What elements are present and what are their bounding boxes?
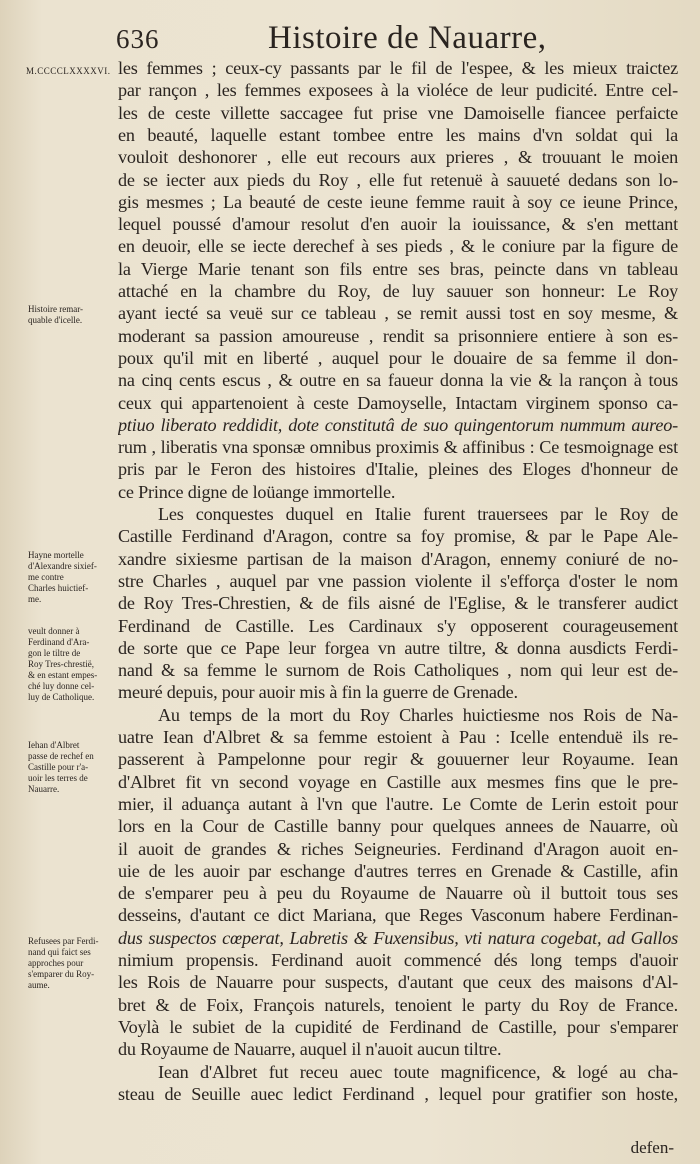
text-line: les de ceste villette saccagee fut prise vne Damoiselle fiancee perfaicte — [118, 102, 678, 123]
text-line: uatre Iean d'Albret & sa femme estoient à Pau : Icelle entenduë ils re- — [118, 727, 678, 747]
note-line: Charles huictief- — [28, 583, 89, 593]
note-line: uoir les terres de — [28, 773, 88, 783]
note-line: me contre — [28, 572, 64, 582]
catchword: defen- — [630, 1138, 674, 1157]
text-line: nimium propensis. Ferdinand auoit commencé dés long temps d'auoir — [118, 950, 678, 970]
text-line: de se iecter aux pieds du Roy , elle fut retenuë à sauueté dedans son lo- — [118, 169, 678, 190]
note-line: approches pour — [28, 958, 84, 968]
text-line: il auoit de grandes & riches Seigneuries. Ferdinand d'Aragon auoit en- — [118, 838, 678, 859]
note-line: Histoire remar- — [28, 304, 84, 314]
note-line: & en estant empes- — [28, 670, 98, 680]
note-line: quable d'icelle. — [28, 315, 83, 325]
note-line: Nauarre. — [28, 784, 60, 794]
text-line: ceux qui appartenoient à ceste Damoyselle, Intactam virginem sponso ca- — [118, 392, 678, 413]
note-line: Iehan d'Albret — [28, 740, 80, 750]
text-line: ce Prince digne de loüange immortelle. — [118, 481, 396, 502]
text-line: bret & de Foix, François naturels, tenoient le party du Roy de France. — [118, 994, 678, 1015]
margin-note-tiltre — [28, 626, 124, 703]
text-line: steau de Seuille auec ledict Ferdinand , lequel pour gratifier son hoste, — [118, 1083, 678, 1104]
text-line: la Vierge Marie tenant son fils entre ses bras, peincte dans vn tableau — [118, 258, 678, 279]
text-line: lors en la Cour de Castille banny pour quelques annees de Nauarre, où — [118, 816, 678, 837]
text-line: Au temps de la mort du Roy Charles huictiesme nos Rois de Na- — [158, 704, 678, 725]
note-line: veult donner à — [28, 626, 80, 636]
text-line: gis mesmes ; La beauté de ceste ieune femme rauit à soy ce ieune Prince, — [118, 191, 678, 212]
text-line: passerent à Pampelonne pour regir & gouuerner leur Royaume. Iean — [118, 749, 678, 770]
text-line: moderant sa passion amoureuse , rendit sa prisonniere entiere à son es- — [118, 325, 678, 346]
page-number: 636 — [116, 24, 160, 54]
margin-note-refusees — [28, 936, 124, 991]
text-line: lequel poussé d'amour resolut d'en auoir la iouissance, & s'en mettant — [118, 214, 678, 235]
text-line: en beauté, laquelle estant tombee entre les mains d'vn soldat qui la — [118, 124, 678, 145]
text-line: Les conquestes duquel en Italie furent trauersees par le Roy de — [158, 504, 678, 524]
text-line: vouloit deshonorer , elle eut recours aux prieres , & trouuant le moien — [118, 147, 678, 168]
note-line: d'Alexandre sixief- — [28, 561, 97, 571]
note-line: gon le tiltre de — [28, 648, 81, 658]
text-line: meuré depuis, pour auoir mis à fin la guerre de Grenade. — [118, 682, 518, 703]
text-line: ayant iecté sa veuë sur ce tableau , se remit aussi tost en soy mesme, & — [118, 303, 678, 324]
text-line-latin: dus suspectos cœperat, Labretis & Fuxensibus, vti natura cogebat, ad Gallos — [118, 927, 678, 948]
text-line: de s'emparer peu à peu du Royaume de Nauarre où il buttoit tous ses — [118, 883, 678, 904]
text-line: Castille Ferdinand d'Aragon, contre sa foy promise, & par le Pape Ale- — [118, 526, 678, 547]
text-line: poux qu'il mit en liberté , auquel pour le douaire de sa femme il don- — [118, 347, 678, 368]
margin-note-hayne — [28, 550, 124, 605]
text-line: Ferdinand de Castille. Les Cardinaux s'y opposerent courageusement — [118, 615, 678, 636]
text-line: desseins, d'autant ce dict Mariana, que Reges Vasconum habere Ferdinan- — [118, 905, 678, 926]
note-line: Refusees par Ferdi- — [28, 936, 99, 946]
note-line: nand qui faict ses — [28, 947, 91, 957]
margin-notes — [28, 0, 124, 1164]
note-line: me. — [28, 594, 42, 604]
note-line: passe de rechef en — [28, 751, 94, 761]
text-line: rum , liberatis vna sponsæ omnibus proximis & affinibus : Ce tesmoignage est — [118, 437, 678, 458]
text-line: Iean d'Albret fut receu auec toute magnificence, & logé au cha- — [158, 1061, 678, 1082]
note-line: Castille pour r'a- — [28, 762, 89, 772]
text-line: les Rois de Nauarre pour suspects, d'autant que ceux des maisons d'Al- — [118, 972, 678, 993]
note-line: Roy Tres-chrestië, — [28, 659, 94, 669]
text-line: d'Albret fit vn second voyage en Castille aux mesmes fins que le pre- — [118, 771, 678, 792]
text-line: pris par le Feron des histoires d'Italie, pleines des Eloges d'honneur de — [118, 459, 678, 480]
note-line: ché luy donne cel- — [28, 681, 95, 691]
year-marker: M.CCCCLXXXXVI. — [26, 66, 111, 76]
body-text — [118, 58, 678, 1154]
text-line: par rançon , les femmes exposees à la violéce de leur pudicité. Entre cel- — [118, 80, 678, 101]
note-line: luy de Catholique. — [28, 692, 95, 702]
note-line: Hayne mortelle — [28, 550, 84, 560]
text-line: Voylà le subiet de la cupidité de Ferdinand de Castille, pour s'emparer — [118, 1016, 678, 1037]
text-line: attaché en la chambre du Roy, de luy sauuer son honneur: Le Roy — [118, 281, 678, 301]
running-title: Histoire de Nauarre, — [268, 20, 547, 56]
text-line: de sorte que ce Pape leur forgea vn autre tiltre, & donna ausdicts Ferdi- — [118, 637, 678, 658]
note-line: aume. — [28, 980, 50, 990]
margin-note-iehan — [28, 740, 124, 795]
text-line: nand & sa femme le surnom de Rois Catholiques , nom qui leur est de- — [118, 660, 678, 681]
text-line: du Royaume de Nauarre, auquel il n'auoit aucun tiltre. — [118, 1039, 502, 1060]
note-line: Ferdinand d'Ara- — [28, 637, 90, 647]
text-line: xandre sixiesme partisan de la maison d'Aragon, ennemy coniuré de no- — [118, 548, 678, 569]
margin-note-histoire — [28, 304, 124, 326]
page-header — [116, 18, 676, 58]
text-line: de Roy Tres-Chrestien, & de fils aisné de l'Eglise, & le transferer audict — [118, 593, 678, 614]
note-line: s'emparer du Roy- — [28, 969, 95, 979]
text-line: en deuoir, elle se iecte derechef à ses pieds , & le coniure par la figure de — [118, 236, 678, 257]
text-line-latin: ptiuo liberato reddidit, dote constitutâ de suo quingentorum nummum aureo- — [118, 414, 678, 435]
text-line: stre Charles , auquel par vne passion violente il s'efforça d'oster le nom — [118, 570, 678, 591]
text-line: uie de les auoir par eschange d'autres terres en Grenade & Castille, afin — [118, 860, 678, 881]
text-line: na cinq cents escus , & outre en sa faueur donna la vie & la rançon à tous — [118, 370, 678, 391]
text-line: les femmes ; ceux-cy passants par le fil de l'espee, & les mieux traictez — [118, 58, 678, 78]
text-line: mier, il aduança autant à l'vn que l'autre. Le Comte de Lerin estoit pour — [118, 793, 678, 814]
